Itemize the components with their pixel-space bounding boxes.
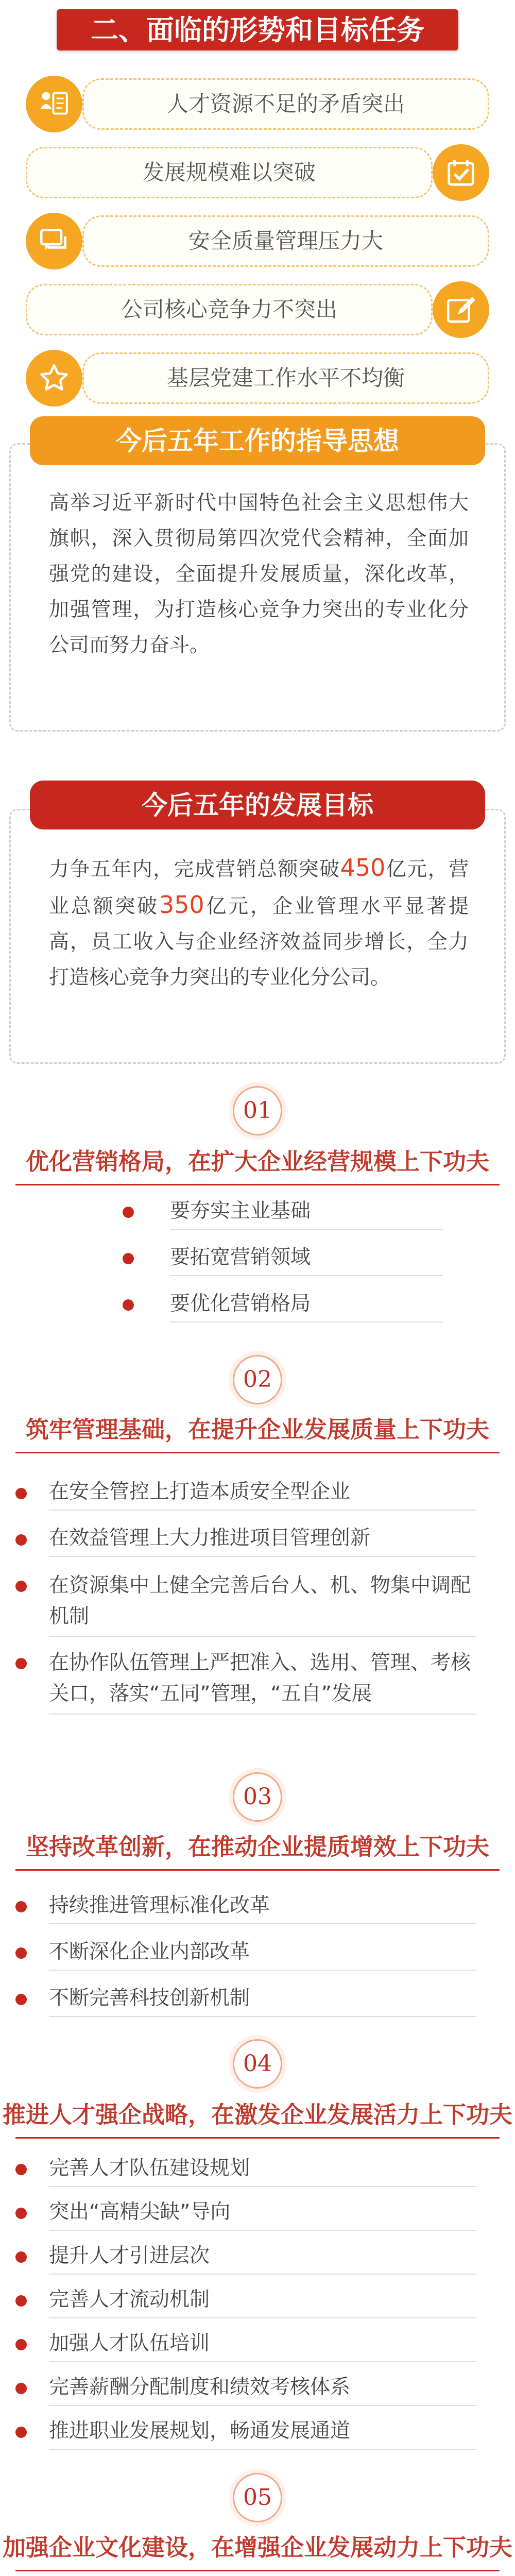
goals-body: [49, 850, 469, 995]
goals-heading: 今后五年的发展目标: [30, 781, 485, 829]
challenge-text: 安全质量管理压力大: [188, 228, 383, 253]
challenge-item: [82, 352, 489, 404]
bullet-dot: [15, 1994, 27, 2005]
bullet-dot: [15, 2251, 27, 2263]
challenge-item: [26, 147, 433, 198]
goals-text: 亿元，营业总额突破: [49, 858, 469, 918]
check-calendar-icon: [433, 144, 489, 201]
list-item: 在协作队伍管理上严把准入、选用、管理、考核关口，落实“五同”管理，“五自”发展: [49, 1648, 476, 1715]
section-underline: [15, 2137, 500, 2139]
list-item: 提升人才引进层次: [49, 2243, 476, 2275]
bullet-dot: [15, 1947, 27, 1959]
list-item: 在安全管控上打造本质安全型企业: [49, 1479, 476, 1511]
section-number: 05: [233, 2473, 282, 2522]
section-title: 加强企业文化建设，在增强企业发展动力上下功夫: [2, 2534, 512, 2561]
section-title: 坚持改革创新，在推动企业提质增效上下功夫: [25, 1833, 489, 1860]
section-underline: [15, 2570, 500, 2571]
bullet-dot: [15, 2339, 27, 2350]
list-item: 不断完善科技创新机制: [49, 1985, 476, 2017]
bullet-dot: [15, 1488, 27, 1499]
section-number: 04: [233, 2039, 282, 2089]
guiding-heading: 今后五年工作的指导思想: [30, 416, 485, 465]
section-title: 优化营销格局，在扩大企业经营规模上下功夫: [25, 1148, 489, 1175]
revenue-target-value: 350: [159, 891, 204, 919]
list-item: 加强人才队伍培训: [49, 2330, 476, 2362]
list-item: 完善人才队伍建设规划: [49, 2155, 476, 2187]
chat-bubble-icon: [26, 213, 82, 269]
bullet-dot: [123, 1207, 134, 1218]
challenge-item: [26, 284, 433, 335]
sales-target-value: 450: [340, 854, 386, 882]
star-icon: [26, 350, 82, 406]
challenge-text: 公司核心竞争力不突出: [121, 297, 337, 322]
challenge-text: 基层党建工作水平不均衡: [166, 365, 405, 391]
challenge-text: 人才资源不足的矛盾突出: [166, 91, 405, 116]
list-item: 在资源集中上健全完善后台人、机、物集中调配机制: [49, 1570, 476, 1637]
bullet-dot: [15, 2427, 27, 2438]
section-banner: [57, 9, 458, 50]
section-title: 筑牢管理基础，在提升企业发展质量上下功夫: [25, 1416, 489, 1443]
goals-text: 亿元，企业管理水平显著提高，员工收入与企业经济效益同步增长，全力打造核心竞争力突出的专业化分公司。: [49, 895, 469, 989]
bullet-dot: [15, 2295, 27, 2307]
list-item: 持续推进管理标准化改革: [49, 1892, 476, 1924]
section-title: 推进人才强企战略，在激发企业发展活力上下功夫: [2, 2101, 512, 2128]
challenge-text: 发展规模难以突破: [142, 160, 316, 185]
bullet-dot: [15, 2383, 27, 2394]
section-underline: [15, 1184, 500, 1185]
list-item: 要优化营销格局: [170, 1291, 443, 1323]
bullet-dot: [15, 2164, 27, 2175]
list-item: 完善薪酬分配制度和绩效考核体系: [49, 2374, 476, 2406]
list-item: 突出“高精尖缺”导向: [49, 2199, 476, 2231]
bullet-dot: [123, 1253, 134, 1264]
challenge-item: [82, 215, 489, 267]
bullet-dot: [15, 1534, 27, 1546]
list-item: 不断深化企业内部改革: [49, 1939, 476, 1971]
people-document-icon: [26, 76, 82, 132]
edit-pencil-icon: [433, 281, 489, 338]
section-number: 02: [233, 1355, 282, 1404]
list-item: 推进职业发展规划，畅通发展通道: [49, 2418, 476, 2450]
list-item: 要夯实主业基础: [170, 1198, 443, 1230]
list-item: 要拓宽营销领域: [170, 1244, 443, 1276]
banner-title: 二、面临的形势和目标任务: [91, 13, 424, 46]
guiding-body: 高举习近平新时代中国特色社会主义思想伟大旗帜，深入贯彻局第四次党代会精神，全面加强党的建设，全面提升发展质量，深化改革，加强管理，为打造核心竞争力突出的专业化分公司而努力奋斗。: [49, 492, 469, 657]
bullet-dot: [15, 1658, 27, 1669]
challenge-item: [82, 78, 489, 130]
section-underline: [15, 1452, 500, 1453]
bullet-dot: [15, 1901, 27, 1912]
list-item: 完善人才流动机制: [49, 2286, 476, 2318]
section-underline: [15, 1869, 500, 1871]
bullet-dot: [15, 2208, 27, 2219]
bullet-dot: [123, 1299, 134, 1311]
section-number: 03: [233, 1772, 282, 1822]
goals-text: 力争五年内，完成营销总额突破: [49, 858, 340, 881]
bullet-dot: [15, 1581, 27, 1592]
list-item: 在效益管理上大力推进项目管理创新: [49, 1525, 476, 1557]
section-number: 01: [233, 1086, 282, 1136]
